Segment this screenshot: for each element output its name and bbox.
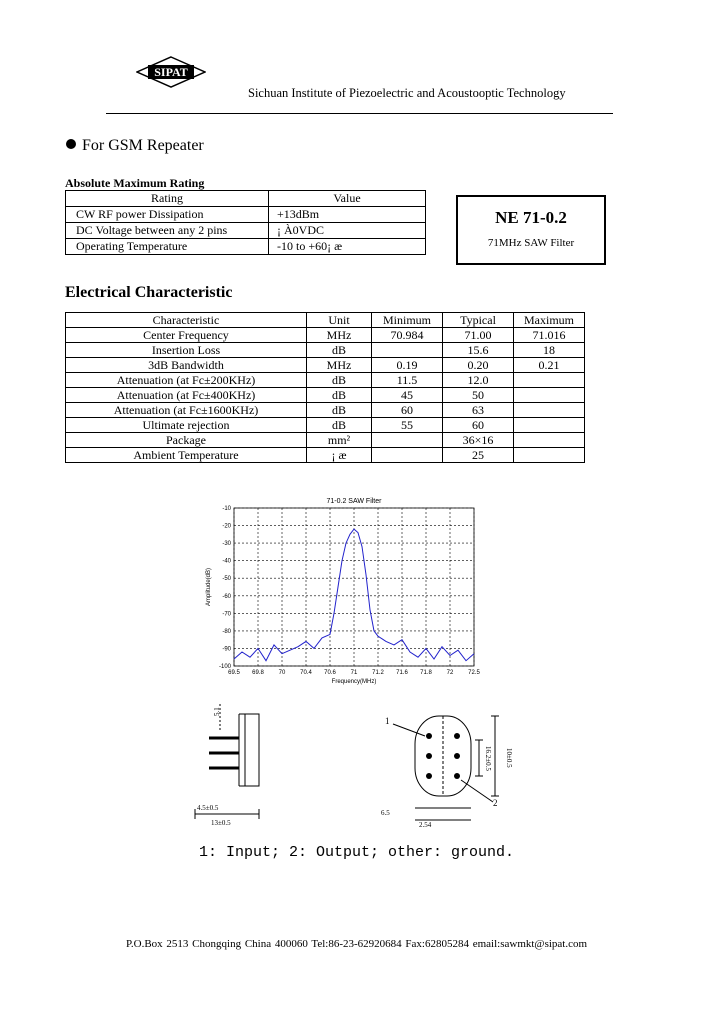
x-tick-label: 72.5 (468, 670, 480, 676)
model-name: NE 71-0.2 (495, 208, 567, 227)
table-cell: 0.21 (514, 358, 585, 373)
x-tick-label: 69.8 (252, 670, 264, 676)
table-cell: dB (307, 343, 372, 358)
table-row (66, 343, 585, 358)
pin-label: 1 (385, 716, 390, 726)
table-cell: dB (307, 373, 372, 388)
pin-caption: 1: Input; 2: Output; other: ground. (199, 844, 515, 861)
table-header-cell: Typical (443, 313, 514, 328)
table-cell: +13dBm (269, 207, 426, 223)
table-cell: dB (307, 418, 372, 433)
table-cell: Attenuation (at Fc±400KHz) (66, 388, 307, 403)
x-tick-label: 71 (350, 670, 358, 676)
x-tick-label: 71.8 (420, 670, 432, 676)
model-box (456, 195, 606, 265)
abs-max-table (65, 190, 426, 255)
table-cell (514, 373, 585, 388)
table-cell: 0.20 (443, 358, 514, 373)
table-header-cell: Value (269, 191, 426, 207)
pin-dot (426, 733, 432, 739)
dim-label: 4.5±0.5 (197, 804, 219, 812)
table-cell (514, 448, 585, 463)
table-cell: 12.0 (443, 373, 514, 388)
table-cell: Operating Temperature (66, 239, 269, 255)
table-cell: ¡ À0VDC (269, 223, 426, 239)
table-header-row (66, 313, 585, 328)
frequency-response-chart (200, 494, 490, 688)
table-cell: 50 (443, 388, 514, 403)
package-drawing (175, 698, 525, 833)
footer-contact: P.O.Box 2513 Chongqing China 400060 Tel:86-23-62920684 Fax:62805284 email:sawmkt@sipat.com (126, 938, 588, 950)
y-axis-label: Amplitude(dB) (206, 567, 212, 607)
table-cell: 60 (372, 403, 443, 418)
x-tick-label: 71.6 (396, 670, 408, 676)
table-cell: 60 (443, 418, 514, 433)
table-cell: 11.5 (372, 373, 443, 388)
institute-name: Sichuan Institute of Piezoelectric and Acoustooptic Technology (248, 86, 566, 100)
table-cell: 0.19 (372, 358, 443, 373)
table-row (66, 207, 426, 223)
table-cell: 63 (443, 403, 514, 418)
table-cell: DC Voltage between any 2 pins (66, 223, 269, 239)
table-header-cell: Minimum (372, 313, 443, 328)
dim-label: 6.5 (381, 809, 390, 817)
table-row (66, 403, 585, 418)
table-cell: dB (307, 403, 372, 418)
table-cell: MHz (307, 358, 372, 373)
table-cell: 18 (514, 343, 585, 358)
table-cell: MHz (307, 328, 372, 343)
table-row (66, 223, 426, 239)
table-cell: 3dB Bandwidth (66, 358, 307, 373)
application-text: For GSM Repeater (82, 137, 204, 154)
y-tick-label: -70 (222, 611, 231, 618)
table-row (66, 418, 585, 433)
table-cell: Attenuation (at Fc±1600KHz) (66, 403, 307, 418)
table-cell: 25 (443, 448, 514, 463)
table-cell (372, 448, 443, 463)
table-cell: dB (307, 388, 372, 403)
table-cell: CW RF power Dissipation (66, 207, 269, 223)
logo-text: SIPAT (154, 65, 188, 79)
table-header-cell: Unit (307, 313, 372, 328)
table-header-cell: Characteristic (66, 313, 307, 328)
table-cell: 70.984 (372, 328, 443, 343)
y-tick-label: -10 (222, 506, 231, 512)
pin2-leader (461, 780, 493, 802)
electrical-table (65, 312, 585, 463)
pin-dot (426, 773, 432, 779)
x-tick-label: 70.4 (300, 670, 312, 676)
pin-dot (454, 733, 460, 739)
x-tick-label: 69.5 (228, 670, 240, 676)
table-cell: 36×16 (443, 433, 514, 448)
pin-label: 2 (493, 798, 498, 808)
y-tick-label: -40 (222, 558, 231, 565)
table-row (66, 358, 585, 373)
header-divider (106, 113, 613, 114)
x-tick-label: 71.2 (372, 670, 384, 676)
dim-label: 5.1 (213, 707, 221, 716)
bullet-icon (66, 139, 76, 149)
x-tick-label: 70 (278, 670, 286, 676)
table-header-cell: Rating (66, 191, 269, 207)
table-cell (372, 343, 443, 358)
y-tick-label: -30 (222, 541, 231, 548)
table-row (66, 328, 585, 343)
electrical-title: Electrical Characteristic (65, 284, 233, 301)
chart-title: 71-0.2 SAW Filter (326, 498, 382, 505)
table-cell: 45 (372, 388, 443, 403)
side-view (195, 704, 259, 819)
table-cell (514, 433, 585, 448)
table-cell: Attenuation (at Fc±200KHz) (66, 373, 307, 388)
dim-label: 16.2±0.5 (484, 746, 492, 771)
x-axis-label: Frequency(MHz) (331, 679, 377, 685)
table-cell (514, 403, 585, 418)
model-description: 71MHz SAW Filter (487, 237, 575, 249)
table-cell: 71.016 (514, 328, 585, 343)
table-cell: Package (66, 433, 307, 448)
bottom-view (393, 716, 499, 820)
table-cell: Insertion Loss (66, 343, 307, 358)
table-cell: -10 to +60¡ æ (269, 239, 426, 255)
table-cell: 15.6 (443, 343, 514, 358)
application-line (66, 137, 204, 155)
side-view-body (245, 714, 259, 786)
y-tick-label: -90 (222, 646, 231, 653)
table-header-cell: Maximum (514, 313, 585, 328)
y-tick-label: -60 (222, 593, 231, 600)
dim-label: 13±0.5 (211, 819, 231, 827)
abs-max-title: Absolute Maximum Rating (65, 176, 205, 190)
table-cell (514, 418, 585, 433)
dim-label: 2.54 (419, 821, 432, 829)
y-tick-label: -50 (222, 576, 231, 583)
table-cell: ¡ æ (307, 448, 372, 463)
plot-area (234, 508, 474, 666)
y-tick-label: -80 (222, 628, 231, 635)
table-cell (372, 433, 443, 448)
table-cell: 71.00 (443, 328, 514, 343)
table-row (66, 373, 585, 388)
electrical-table-body (66, 328, 585, 463)
table-header-row (66, 191, 426, 207)
table-cell: 55 (372, 418, 443, 433)
sipat-logo (136, 56, 206, 88)
table-cell: mm² (307, 433, 372, 448)
pin-dot (426, 753, 432, 759)
x-tick-label: 72 (446, 670, 454, 676)
y-tick-label: -100 (218, 664, 231, 670)
table-row (66, 388, 585, 403)
y-tick-label: -20 (222, 523, 231, 530)
table-row (66, 448, 585, 463)
x-tick-label: 70.6 (324, 670, 336, 676)
table-row (66, 433, 585, 448)
table-row (66, 239, 426, 255)
pin-dot (454, 753, 460, 759)
table-cell: Center Frequency (66, 328, 307, 343)
table-cell (514, 388, 585, 403)
table-cell: Ultimate rejection (66, 418, 307, 433)
table-cell: Ambient Temperature (66, 448, 307, 463)
pin-dot (454, 773, 460, 779)
dim-label: 10±0.5 (505, 748, 513, 768)
